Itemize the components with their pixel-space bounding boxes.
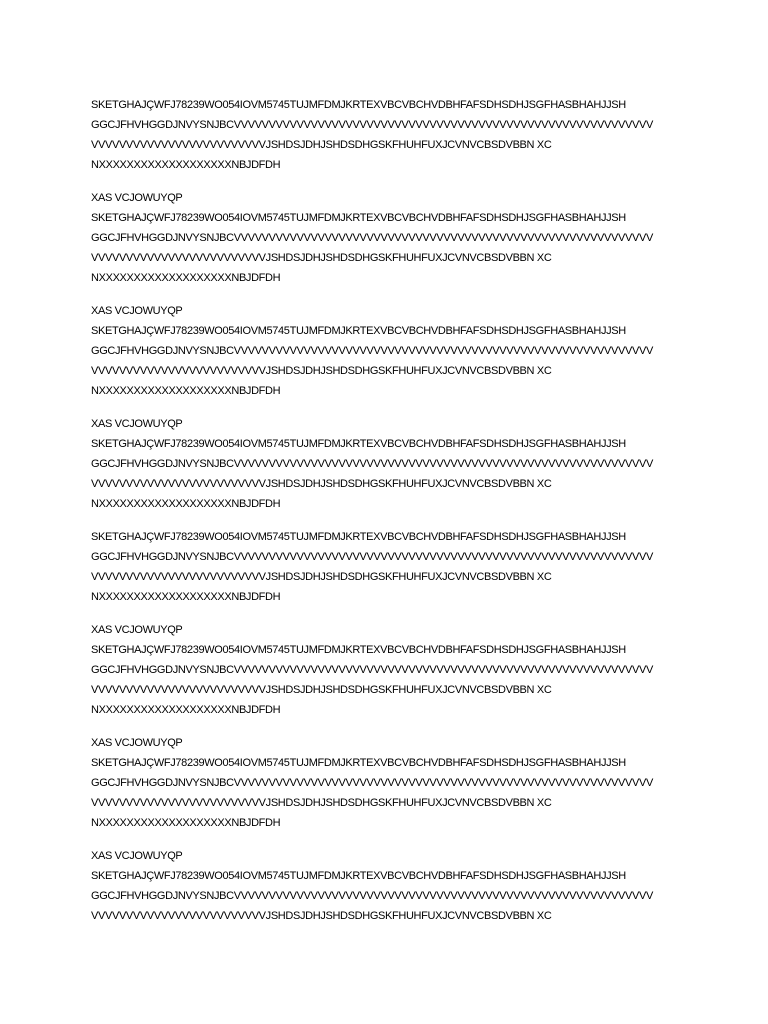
- text-line: VVVVVVVVVVVVVVVVVVVVVVVVVJSHDSJDHJSHDSDHGSKFHUHFUXJCVNVCBSDVBBN XC: [91, 910, 552, 922]
- text-line: VVVVVVVVVVVVVVVVVVVVVVVVVJSHDSJDHJSHDSDHGSKFHUHFUXJCVNVCBSDVBBN XC: [91, 365, 552, 377]
- text-line: SKETGHAJÇWFJ78239WO054IOVM5745TUJMFDMJKRTEXVBCVBCHVDBHFAFSDHSDHJSGFHASBHAHJJSH: [91, 757, 626, 769]
- text-line: VVVVVVVVVVVVVVVVVVVVVVVVVJSHDSJDHJSHDSDHGSKFHUHFUXJCVNVCBSDVBBN XC: [91, 252, 552, 264]
- text-line: VVVVVVVVVVVVVVVVVVVVVVVVVJSHDSJDHJSHDSDHGSKFHUHFUXJCVNVCBSDVBBN XC: [91, 797, 552, 809]
- paragraph-1: [91, 95, 691, 175]
- text-line: NXXXXXXXXXXXXXXXXXXXNBJDFDH: [91, 159, 281, 171]
- paragraph-4: [91, 414, 691, 514]
- text-line: VVVVVVVVVVVVVVVVVVVVVVVVVJSHDSJDHJSHDSDHGSKFHUHFUXJCVNVCBSDVBBN XC: [91, 139, 552, 151]
- text-line: SKETGHAJÇWFJ78239WO054IOVM5745TUJMFDMJKRTEXVBCVBCHVDBHFAFSDHSDHJSGFHASBHAHJJSH: [91, 438, 626, 450]
- text-line: NXXXXXXXXXXXXXXXXXXXNBJDFDH: [91, 385, 281, 397]
- document-page: [91, 95, 691, 939]
- paragraph-7: [91, 733, 691, 833]
- text-line: GGCJFHVHGGDJNVYSNJBCVVVVVVVVVVVVVVVVVVVVVVVVVVVVVVVVVVVVVVVVVVVVVVVVVVVVVVVVVVVV: [91, 551, 653, 563]
- text-line: XAS VCJOWUYQP: [91, 418, 183, 430]
- text-line: NXXXXXXXXXXXXXXXXXXXNBJDFDH: [91, 817, 281, 829]
- paragraph-6: [91, 620, 691, 720]
- text-line: GGCJFHVHGGDJNVYSNJBCVVVVVVVVVVVVVVVVVVVVVVVVVVVVVVVVVVVVVVVVVVVVVVVVVVVVVVVVVVVV: [91, 458, 653, 470]
- text-line: SKETGHAJÇWFJ78239WO054IOVM5745TUJMFDMJKRTEXVBCVBCHVDBHFAFSDHSDHJSGFHASBHAHJJSH: [91, 325, 626, 337]
- text-line: NXXXXXXXXXXXXXXXXXXXNBJDFDH: [91, 704, 281, 716]
- paragraph-2: [91, 188, 691, 288]
- text-line: GGCJFHVHGGDJNVYSNJBCVVVVVVVVVVVVVVVVVVVVVVVVVVVVVVVVVVVVVVVVVVVVVVVVVVVVVVVVVVVV: [91, 232, 653, 244]
- text-line: XAS VCJOWUYQP: [91, 737, 183, 749]
- text-line: GGCJFHVHGGDJNVYSNJBCVVVVVVVVVVVVVVVVVVVVVVVVVVVVVVVVVVVVVVVVVVVVVVVVVVVVVVVVVVVV: [91, 119, 653, 131]
- text-line: XAS VCJOWUYQP: [91, 192, 183, 204]
- paragraph-5: [91, 527, 691, 607]
- text-line: VVVVVVVVVVVVVVVVVVVVVVVVVJSHDSJDHJSHDSDHGSKFHUHFUXJCVNVCBSDVBBN XC: [91, 571, 552, 583]
- text-line: XAS VCJOWUYQP: [91, 624, 183, 636]
- text-line: XAS VCJOWUYQP: [91, 850, 183, 862]
- text-line: GGCJFHVHGGDJNVYSNJBCVVVVVVVVVVVVVVVVVVVVVVVVVVVVVVVVVVVVVVVVVVVVVVVVVVVVVVVVVVVV: [91, 664, 653, 676]
- text-line: SKETGHAJÇWFJ78239WO054IOVM5745TUJMFDMJKRTEXVBCVBCHVDBHFAFSDHSDHJSGFHASBHAHJJSH: [91, 99, 626, 111]
- text-line: GGCJFHVHGGDJNVYSNJBCVVVVVVVVVVVVVVVVVVVVVVVVVVVVVVVVVVVVVVVVVVVVVVVVVVVVVVVVVVVV: [91, 890, 653, 902]
- text-line: SKETGHAJÇWFJ78239WO054IOVM5745TUJMFDMJKRTEXVBCVBCHVDBHFAFSDHSDHJSGFHASBHAHJJSH: [91, 531, 626, 543]
- text-line: NXXXXXXXXXXXXXXXXXXXNBJDFDH: [91, 498, 281, 510]
- text-line: SKETGHAJÇWFJ78239WO054IOVM5745TUJMFDMJKRTEXVBCVBCHVDBHFAFSDHSDHJSGFHASBHAHJJSH: [91, 644, 626, 656]
- paragraph-8: [91, 846, 691, 926]
- text-line: SKETGHAJÇWFJ78239WO054IOVM5745TUJMFDMJKRTEXVBCVBCHVDBHFAFSDHSDHJSGFHASBHAHJJSH: [91, 212, 626, 224]
- paragraph-3: [91, 301, 691, 401]
- text-line: VVVVVVVVVVVVVVVVVVVVVVVVVJSHDSJDHJSHDSDHGSKFHUHFUXJCVNVCBSDVBBN XC: [91, 684, 552, 696]
- text-line: GGCJFHVHGGDJNVYSNJBCVVVVVVVVVVVVVVVVVVVVVVVVVVVVVVVVVVVVVVVVVVVVVVVVVVVVVVVVVVVV: [91, 777, 653, 789]
- text-line: SKETGHAJÇWFJ78239WO054IOVM5745TUJMFDMJKRTEXVBCVBCHVDBHFAFSDHSDHJSGFHASBHAHJJSH: [91, 870, 626, 882]
- text-line: NXXXXXXXXXXXXXXXXXXXNBJDFDH: [91, 591, 281, 603]
- text-line: VVVVVVVVVVVVVVVVVVVVVVVVVJSHDSJDHJSHDSDHGSKFHUHFUXJCVNVCBSDVBBN XC: [91, 478, 552, 490]
- text-line: GGCJFHVHGGDJNVYSNJBCVVVVVVVVVVVVVVVVVVVVVVVVVVVVVVVVVVVVVVVVVVVVVVVVVVVVVVVVVVVV: [91, 345, 653, 357]
- text-line: XAS VCJOWUYQP: [91, 305, 183, 317]
- text-line: NXXXXXXXXXXXXXXXXXXXNBJDFDH: [91, 272, 281, 284]
